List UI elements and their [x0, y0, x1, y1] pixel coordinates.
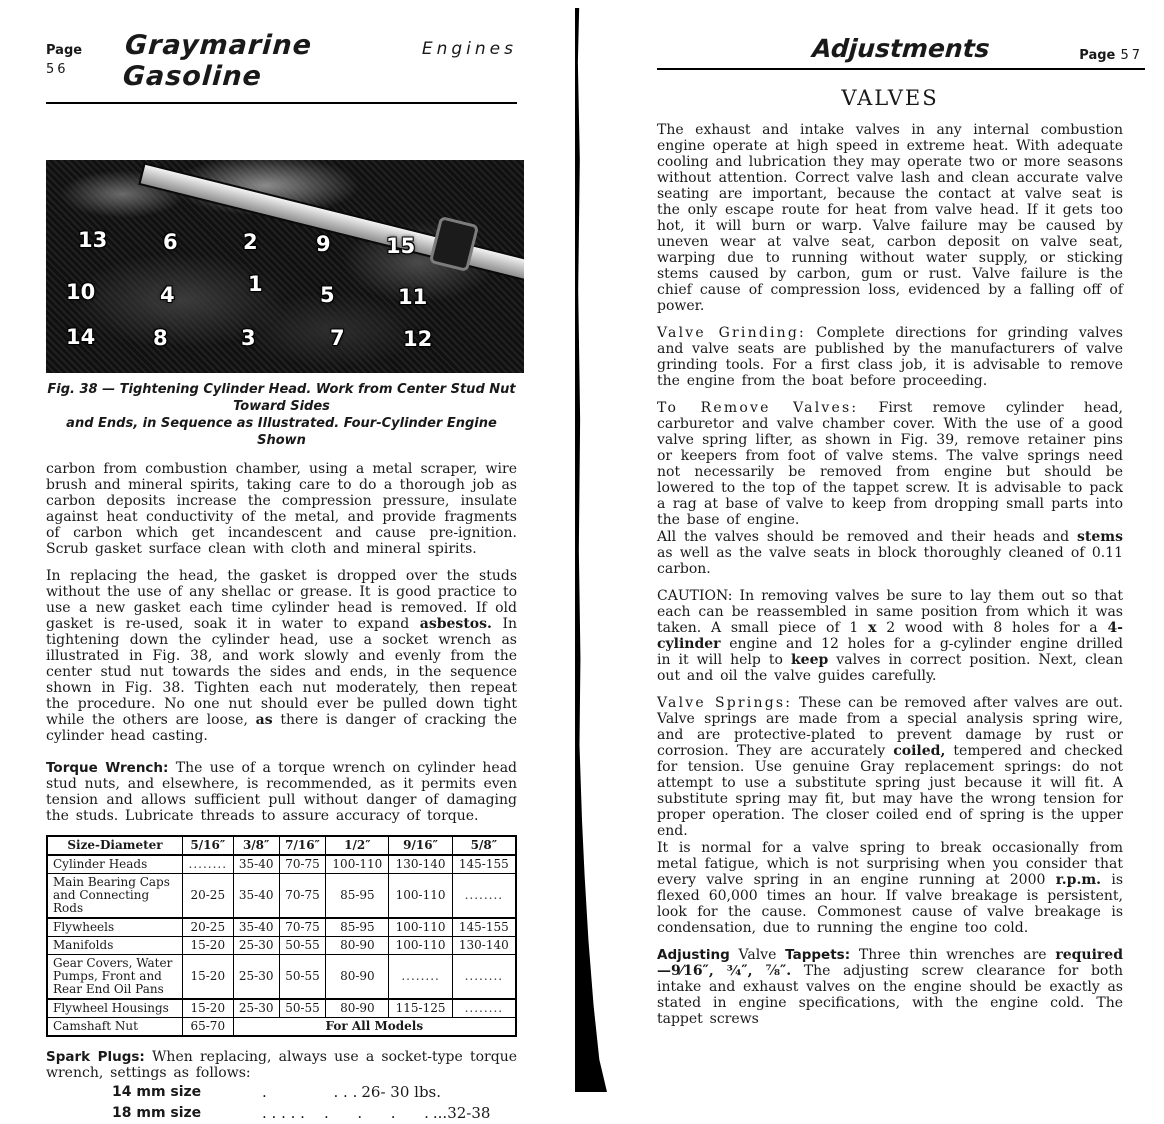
torque-cell: Manifolds — [47, 937, 183, 955]
book-title: Graymarine Gasoline — [121, 30, 313, 92]
spark-setting-value: 26- 30 lbs. — [361, 1083, 442, 1101]
torque-cell: 85-95 — [326, 874, 389, 919]
stud-number: 8 — [153, 326, 168, 350]
torque-cell: ........ — [389, 955, 452, 1000]
torque-cell: 145-155 — [452, 918, 516, 937]
right-page-number — [1079, 44, 1143, 63]
stud-number: 3 — [241, 326, 256, 350]
paragraph-all-valves: All the valves should be removed and their heads and stems as well as the valve seats in block thoroughly cleaned of 0.11 carbon. — [657, 529, 1123, 577]
stud-number: 15 — [386, 234, 416, 258]
figure-caption — [46, 381, 517, 449]
stud-number: 13 — [78, 228, 108, 252]
torque-cell: Main Bearing Caps and Connecting Rods — [47, 874, 183, 919]
torque-cell: 100-110 — [389, 918, 452, 937]
torque-cell: 115-125 — [389, 999, 452, 1018]
torque-header: 1/2″ — [326, 836, 389, 855]
torque-cell: 70-75 — [279, 918, 325, 937]
torque-cell: 25-30 — [233, 999, 279, 1018]
torque-cell: 15-20 — [183, 937, 234, 955]
torque-cell: 35-40 — [233, 918, 279, 937]
torque-cell: ........ — [452, 874, 516, 919]
page-label: Page — [46, 43, 83, 58]
stud-number: 2 — [243, 230, 258, 254]
chapter-title: Adjustments — [811, 34, 991, 63]
stud-number: 14 — [66, 325, 96, 349]
spark-setting-label: 14 mm size — [112, 1084, 202, 1100]
torque-cell: 50-55 — [279, 937, 325, 955]
torque-cell: 15-20 — [183, 999, 234, 1018]
torque-cell: 145-155 — [452, 855, 516, 874]
page-gutter-shadow — [575, 8, 607, 1092]
torque-cell: ........ — [183, 855, 234, 874]
torque-cell: Flywheels — [47, 918, 183, 937]
torque-header: 5/16″ — [183, 836, 234, 855]
paragraph-valves-intro: The exhaust and intake valves in any internal combustion engine operate at high speed in extreme heat. With adequate cooling and lubrication they may operate two or more seasons without attention. Correct valve lash and clean accurate valve seating are important, because the contact at valve seat is the only escape route for heat from valve head. If it gets too hot, it will burn or warp. Valve failure may be caused by uneven wear at valve seat, carbon deposit on valve seat, warping due to running without water supply, or sticking stems caused by carbon, gum or rust. Valve failure is the chief cause of compression loss, evidenced by a falling off of power. — [657, 122, 1123, 314]
torque-cell: 100-110 — [326, 855, 389, 874]
torque-cell: 25-30 — [233, 955, 279, 1000]
right-page-body — [657, 86, 1123, 1027]
spark-setting-row — [112, 1082, 517, 1103]
dot-leader: . . . . . . . . . — [262, 1104, 429, 1122]
torque-header: 5/8″ — [452, 836, 516, 855]
torque-cell: 80-90 — [326, 955, 389, 1000]
page-number: 57 — [1120, 48, 1143, 63]
torque-cell: ........ — [452, 999, 516, 1018]
paragraph-carbon-cleanup: carbon from combustion chamber, using a metal scraper, wire brush and mineral spirits, taking care to do a thorough job as carbon deposits increase the compression pressure, insulate against heat conductivity of the metal, and provide fragments of carbon which get incandescent and cause pre-ignition. Scrub gasket surface clean with cloth and mineral spirits. — [46, 461, 517, 557]
paragraph-torque-wrench: Torque Wrench: The use of a torque wrench on cylinder head stud nuts, and elsewhere, is recommended, as it permits even tension and allows sufficient pull without danger of damaging the studs. Lubricate threads to assure accuracy of torque. — [46, 760, 517, 824]
book-title-suffix: Engines — [421, 39, 517, 59]
torque-cell: 100-110 — [389, 937, 452, 955]
torque-cell: 70-75 — [279, 855, 325, 874]
table-row — [47, 874, 516, 919]
torque-cell: Flywheel Housings — [47, 999, 183, 1018]
torque-cell: For All Models — [233, 1018, 516, 1037]
torque-cell: 15-20 — [183, 955, 234, 1000]
dot-leader: . . . . — [262, 1083, 358, 1101]
torque-cell: 20-25 — [183, 918, 234, 937]
paragraph-adjusting-tappets: Adjusting Valve Tappets: Three thin wrenches are required—9⁄16″, ¾″, ⅞″. The adjusting screw clearance for both intake and exhaust valves on the engine should be exactly as stated in engine specifications, with the engine cold. The tappet screws — [657, 947, 1123, 1027]
stud-number: 11 — [398, 285, 428, 309]
torque-cell: 65-70 — [183, 1018, 234, 1037]
stud-number: 12 — [403, 327, 433, 351]
right-page — [657, 34, 1145, 1038]
torque-cell: 35-40 — [233, 855, 279, 874]
stud-number: 5 — [320, 283, 335, 307]
torque-header: 9/16″ — [389, 836, 452, 855]
stud-number: 10 — [66, 280, 96, 304]
table-row — [47, 1018, 516, 1037]
torque-header: 7/16″ — [279, 836, 325, 855]
torque-cell: 25-30 — [233, 937, 279, 955]
table-row — [47, 855, 516, 874]
torque-cell: ........ — [452, 955, 516, 1000]
torque-header: Size-Diameter — [47, 836, 183, 855]
torque-cell: Cylinder Heads — [47, 855, 183, 874]
paragraph-spring-breakage: It is normal for a valve spring to break occasionally from metal fatigue, which is not surprising when you consider that every valve spring in an engine running at 2000 r.p.m. is flexed 60,000 times an hour. If valve breakage is persistent, look for the cause. Commonest cause of valve breakage is condensation, due to running the engine too cold. — [657, 840, 1124, 936]
paragraph-spark-plugs: Spark Plugs: When replacing, always use a socket-type torque wrench, settings as follows: — [46, 1049, 517, 1081]
table-row — [47, 918, 516, 937]
torque-table-header-row — [47, 836, 516, 855]
torque-cell: 130-140 — [389, 855, 452, 874]
paragraph-caution: CAUTION: In removing valves be sure to lay them out so that each can be reassembled in same position from which it was taken. A small piece of 1 x 2 wood with 8 holes for a 4-cylinder engine and 12 holes for a g-cylinder engine drilled in it will help to keep valves in correct position. Next, clean out and oil the valve guides carefully. — [657, 588, 1124, 684]
paragraph-valve-grinding: Valve Grinding: Complete directions for grinding valves and valve seats are published by the manufacturers of valve grinding tools. For a first class job, it is advisable to remove the engine from the boat before proceeding. — [657, 325, 1123, 389]
engine-photo — [46, 160, 524, 373]
paragraph-remove-valves: To Remove Valves: First remove cylinder head, carburetor and valve chamber cover. With the use of a good valve spring lifter, as shown in Fig. 39, remove retainer pins or keepers from foot of valve stems. The valve springs need not necessarily be removed from engine but should be lowered to the top of the tappet screw. It is advisable to pack a rag at base of valve to keep from dropping small parts into the base of engine. — [657, 400, 1123, 528]
spark-setting-row — [112, 1103, 517, 1124]
torque-cell: 130-140 — [452, 937, 516, 955]
table-row — [47, 999, 516, 1018]
page-number: 56 — [46, 62, 69, 77]
table-row — [47, 955, 516, 1000]
left-page — [46, 30, 517, 1124]
figure-caption-line1: Fig. 38 — Tightening Cylinder Head. Work from Center Stud Nut Toward Sides — [47, 382, 516, 414]
torque-cell: 50-55 — [279, 999, 325, 1018]
stud-number: 6 — [163, 230, 178, 254]
figure-caption-line2: and Ends, in Sequence as Illustrated. Four-Cylinder Engine Shown — [66, 416, 497, 448]
page-label: Page — [1079, 48, 1116, 63]
spark-setting-value: ...32-38 — [432, 1104, 491, 1122]
spark-setting-label: 18 mm size — [112, 1105, 202, 1121]
right-page-header — [657, 34, 1145, 70]
paragraph-replacing-head: In replacing the head, the gasket is dropped over the studs without the use of any shellac or grease. It is good practice to use a new gasket each time cylinder head is removed. If old gasket is re-used, soak it in water to expand asbestos. In tightening down the cylinder head, use a socket wrench as illustrated in Fig. 38, and work slowly and evenly from the center stud nut towards the sides and ends, in the sequence shown in Fig. 38. Tighten each nut moderately, then repeat the procedure. No one nut should ever be pulled down tight while the others are loose, as there is danger of cracking the cylinder head casting. — [46, 568, 518, 744]
torque-cell: 80-90 — [326, 937, 389, 955]
stud-number: 1 — [248, 272, 263, 296]
stud-number: 4 — [160, 283, 175, 307]
torque-cell: 85-95 — [326, 918, 389, 937]
torque-cell: Gear Covers, Water Pumps, Front and Rear End Oil Pans — [47, 955, 183, 1000]
torque-cell: 70-75 — [279, 874, 325, 919]
torque-cell: 80-90 — [326, 999, 389, 1018]
torque-cell: 100-110 — [389, 874, 452, 919]
left-page-header — [46, 30, 517, 104]
torque-table — [46, 835, 517, 1037]
stud-number: 7 — [330, 326, 345, 350]
section-heading-valves: VALVES — [841, 86, 939, 110]
paragraph-valve-springs: Valve Springs: These can be removed after valves are out. Valve springs are made from a special analysis spring wire, and are protective-plated to prevent damage by rust or corrosion. They are accurately coiled, tempered and checked for tension. Use genuine Gray replacement springs: do not attempt to use a substitute spring just because it will fit. A substitute spring may fit, but may have the wrong tension for proper operation. The closer coiled end of spring is the upper end. — [657, 695, 1124, 839]
torque-cell: 20-25 — [183, 874, 234, 919]
stud-number: 9 — [316, 232, 331, 256]
torque-cell: 50-55 — [279, 955, 325, 1000]
torque-cell: Camshaft Nut — [47, 1018, 183, 1037]
torque-header: 3/8″ — [233, 836, 279, 855]
torque-cell: 35-40 — [233, 874, 279, 919]
table-row — [47, 937, 516, 955]
left-page-number — [46, 39, 98, 77]
